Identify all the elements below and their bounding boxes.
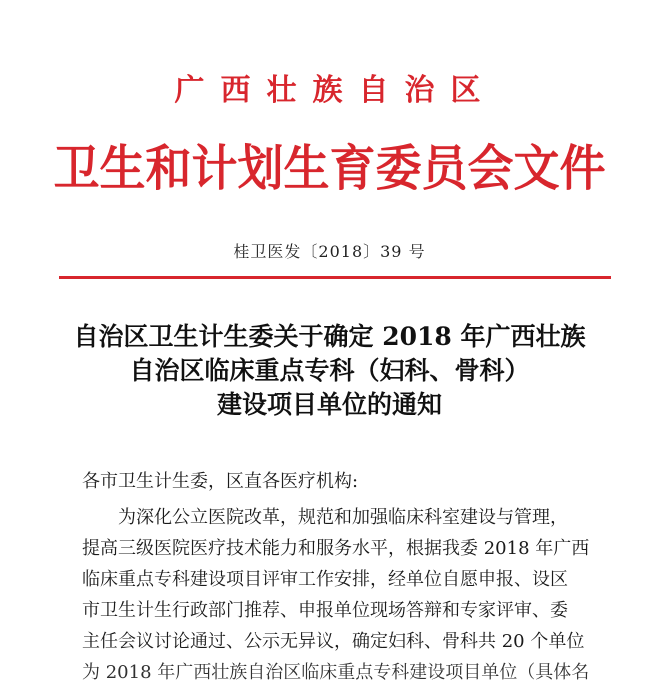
issuer-region-heading: 广西壮族自治区 <box>174 73 497 108</box>
notice-title <box>0 320 659 422</box>
body-paragraph <box>82 502 602 683</box>
body-line: 主任会议讨论通过、公示无异议，确定妇科、骨科共 20 个单位 <box>82 631 585 652</box>
issuer-office-heading: 卫生和计划生育委员会文件 <box>53 139 606 197</box>
body-line: 临床重点专科建设项目评审工作安排，经单位自愿申报、设区 <box>82 569 568 590</box>
notice-title-line-3: 建设项目单位的通知 <box>216 390 442 419</box>
document-number: 桂卫医发〔2018〕39 号 <box>233 242 426 261</box>
notice-title-line-1: 自治区卫生计生委关于确定 2018 年广西壮族 <box>73 322 586 351</box>
notice-title-line-2: 自治区临床重点专科（妇科、骨科） <box>129 356 530 385</box>
salutation: 各市卫生计生委，区直各医疗机构: <box>82 471 359 492</box>
body-line: 提高三级医院医疗技术能力和服务水平，根据我委 2018 年广西 <box>82 538 590 559</box>
red-divider-line <box>59 276 611 279</box>
body-line: 为 2018 年广西壮族自治区临床重点专科建设项目单位（具体名 <box>82 662 590 683</box>
body-line: 为深化公立医院改革，规范和加强临床科室建设与管理， <box>118 507 568 528</box>
body-line: 市卫生计生行政部门推荐、申报单位现场答辩和专家评审、委 <box>82 600 568 621</box>
